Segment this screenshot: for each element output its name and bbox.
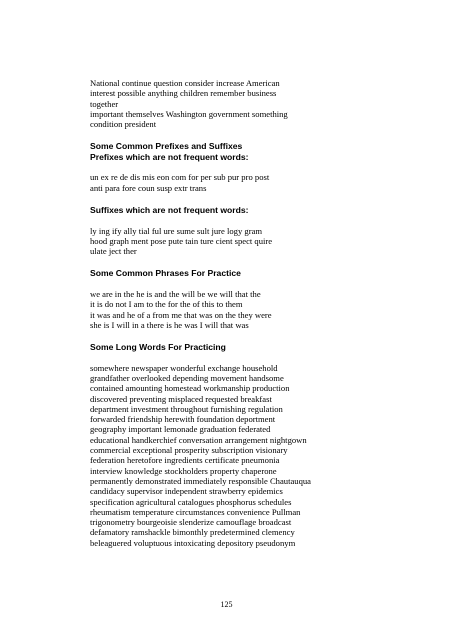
section-heading-phrases: Some Common Phrases For Practice <box>90 268 241 279</box>
phrases-paragraph <box>90 289 430 330</box>
text-line: defamatory ramshackle bimonthly predetermined clemency <box>90 527 295 538</box>
text-line: it is do not I am to the for the of this to them <box>90 299 243 310</box>
text-line: rheumatism temperature circumstances convenience Pullman <box>90 506 301 517</box>
text-line: federation heretofore ingredients certificate pneumonia <box>90 455 280 466</box>
text-line: permanently demonstrated immediately responsible Chautauqua <box>90 475 311 486</box>
text-line: trigonometry bourgeoisie slenderize camouflage broadcast <box>90 517 292 528</box>
text-line: grandfather overlooked depending movement handsome <box>90 372 284 383</box>
text-line: condition president <box>90 119 157 130</box>
text-line: somewhere newspaper wonderful exchange household <box>90 362 278 373</box>
text-line: anti para fore coun susp extr trans <box>90 182 207 193</box>
section-heading-long-words: Some Long Words For Practicing <box>90 342 226 353</box>
section-heading-prefixes-suffixes: Some Common Prefixes and Suffixes <box>90 141 243 152</box>
text-line: contained amounting homestead workmanship production <box>90 383 290 394</box>
text-line: geography important lemonade graduation federated <box>90 424 271 435</box>
text-line: forwarded friendship herewith foundation deportment <box>90 414 276 425</box>
intro-paragraph <box>90 78 430 129</box>
suffixes-paragraph <box>90 226 430 257</box>
prefixes-paragraph <box>90 172 430 193</box>
text-line: ulate ject ther <box>90 246 137 257</box>
text-line: commercial exceptional prosperity subscription visionary <box>90 445 288 456</box>
section-heading-suffixes: Suffixes which are not frequent words: <box>90 205 249 216</box>
text-line: educational handkerchief conversation arrangement nightgown <box>90 434 307 445</box>
text-line: ly ing ify ally tial ful ure sume sult jure logy gram <box>90 225 263 236</box>
text-line: department investment throughout furnishing regulation <box>90 403 283 414</box>
text-line: hood graph ment pose pute tain ture cient spect quire <box>90 235 273 246</box>
document-body <box>90 78 430 548</box>
text-line: important themselves Washington government something <box>90 108 288 119</box>
text-line: we are in the he is and the will be we will that the <box>90 288 261 299</box>
text-line: specification agricultural catalogues phosphorus schedules <box>90 496 292 507</box>
long-words-paragraph <box>90 363 430 548</box>
text-line: she is I will in a there is he was I will that was <box>90 319 249 330</box>
text-line: discovered preventing misplaced requested breakfast <box>90 393 272 404</box>
page-number: 125 <box>220 600 233 609</box>
section-heading-prefixes: Prefixes which are not frequent words: <box>90 151 249 162</box>
text-line: un ex re de dis mis eon com for per sub pur pro post <box>90 172 270 183</box>
text-line: interview knowledge stockholders property chaperone <box>90 465 277 476</box>
text-line: beleaguered voluptuous intoxicating depository pseudonym <box>90 537 296 548</box>
text-line: together <box>90 98 119 109</box>
text-line: candidacy supervisor independent strawberry epidemics <box>90 486 283 497</box>
text-line: interest possible anything children remember business <box>90 88 277 99</box>
text-line: it was and he of a from me that was on the they were <box>90 309 272 320</box>
text-line: National continue question consider increase American <box>90 78 280 88</box>
